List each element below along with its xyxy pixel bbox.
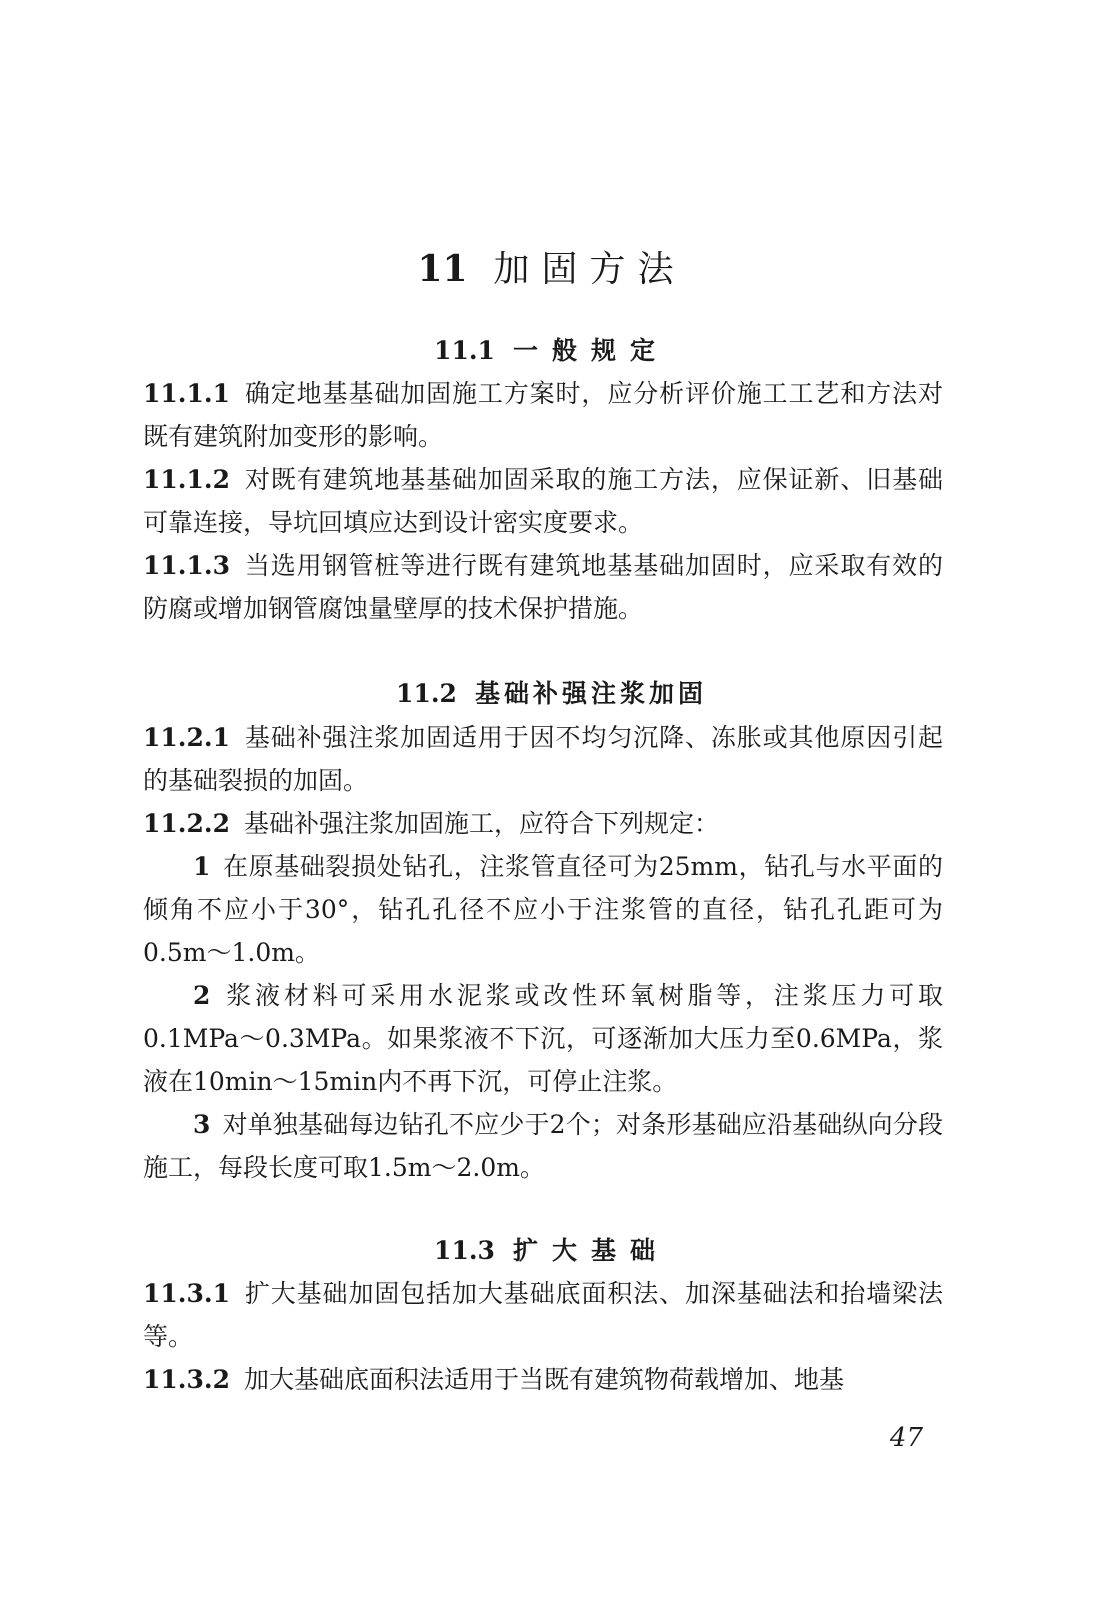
clause-text: 基础补强注浆加固适用于因不均匀沉降、冻胀或其他原因引起的基础裂损的加固。 (143, 723, 943, 795)
section-number: 11.2 (396, 678, 457, 708)
section-body-11-1 (143, 372, 943, 630)
section-heading-text: 扩大基础 (512, 1235, 669, 1265)
section-title-11-3 (0, 1231, 1103, 1271)
section-title-11-1 (0, 331, 1103, 371)
clause-number: 11.3.1 (143, 1279, 230, 1308)
page-number: 47 (889, 1423, 923, 1453)
clause-text: 扩大基础加固包括加大基础底面积法、加深基础法和抬墙梁法等。 (143, 1279, 943, 1351)
chapter-heading-text: 加固方法 (493, 249, 686, 291)
clause-text: 加大基础底面积法适用于当既有建筑物荷载增加、地基 (244, 1365, 845, 1394)
clause-11-1-2 (143, 458, 943, 544)
item-text: 对单独基础每边钻孔不应少于2个；对条形基础应沿基础纵向分段施工，每段长度可取1.5m～2.0m。 (143, 1110, 943, 1182)
clause-number: 11.2.1 (143, 723, 230, 752)
clause-text: 当选用钢管桩等进行既有建筑地基基础加固时，应采取有效的防腐或增加钢管腐蚀量壁厚的技术保护措施。 (143, 551, 943, 623)
chapter-number: 11 (417, 248, 468, 291)
clause-text: 对既有建筑地基基础加固采取的施工方法，应保证新、旧基础可靠连接，导坑回填应达到设计密实度要求。 (143, 465, 943, 537)
clause-number: 11.2.2 (143, 809, 230, 838)
section-body-11-2 (143, 716, 943, 1189)
clause-number: 11.3.2 (143, 1365, 230, 1394)
item-number: 2 (193, 981, 211, 1010)
section-heading-text: 基础补强注浆加固 (474, 678, 707, 708)
item-number: 1 (193, 852, 211, 881)
clause-11-2-1 (143, 716, 943, 802)
item-number: 3 (193, 1110, 211, 1139)
item-text: 浆液材料可采用水泥浆或改性环氧树脂等，注浆压力可取0.1MPa～0.3MPa。如果浆液不下沉，可逐渐加大压力至0.6MPa，浆液在10min～15min内不再下沉，可停止注浆。 (143, 981, 943, 1096)
clause-number: 11.1.3 (143, 551, 230, 580)
chapter-title (0, 242, 1103, 297)
clause-text: 基础补强注浆加固施工，应符合下列规定： (244, 809, 720, 838)
section-heading-text: 一般规定 (512, 335, 669, 365)
clause-11-2-2 (143, 802, 943, 845)
clause-number: 11.1.1 (143, 379, 230, 408)
item-text: 在原基础裂损处钻孔，注浆管直径可为25mm，钻孔与水平面的倾角不应小于30°，钻孔孔径不应小于注浆管的直径，钻孔孔距可为0.5m～1.0m。 (143, 852, 943, 967)
section-body-11-3 (143, 1272, 943, 1401)
list-item-3 (143, 1103, 943, 1189)
clause-11-3-2 (143, 1358, 943, 1401)
clause-11-1-1 (143, 372, 943, 458)
clause-text: 确定地基基础加固施工方案时，应分析评价施工工艺和方法对既有建筑附加变形的影响。 (143, 379, 943, 451)
list-item-1 (143, 845, 943, 974)
section-title-11-2 (0, 674, 1103, 714)
clause-11-3-1 (143, 1272, 943, 1358)
clause-11-1-3 (143, 544, 943, 630)
list-item-2 (143, 974, 943, 1103)
section-number: 11.3 (434, 1235, 495, 1265)
section-number: 11.1 (434, 335, 495, 365)
clause-number: 11.1.2 (143, 465, 230, 494)
